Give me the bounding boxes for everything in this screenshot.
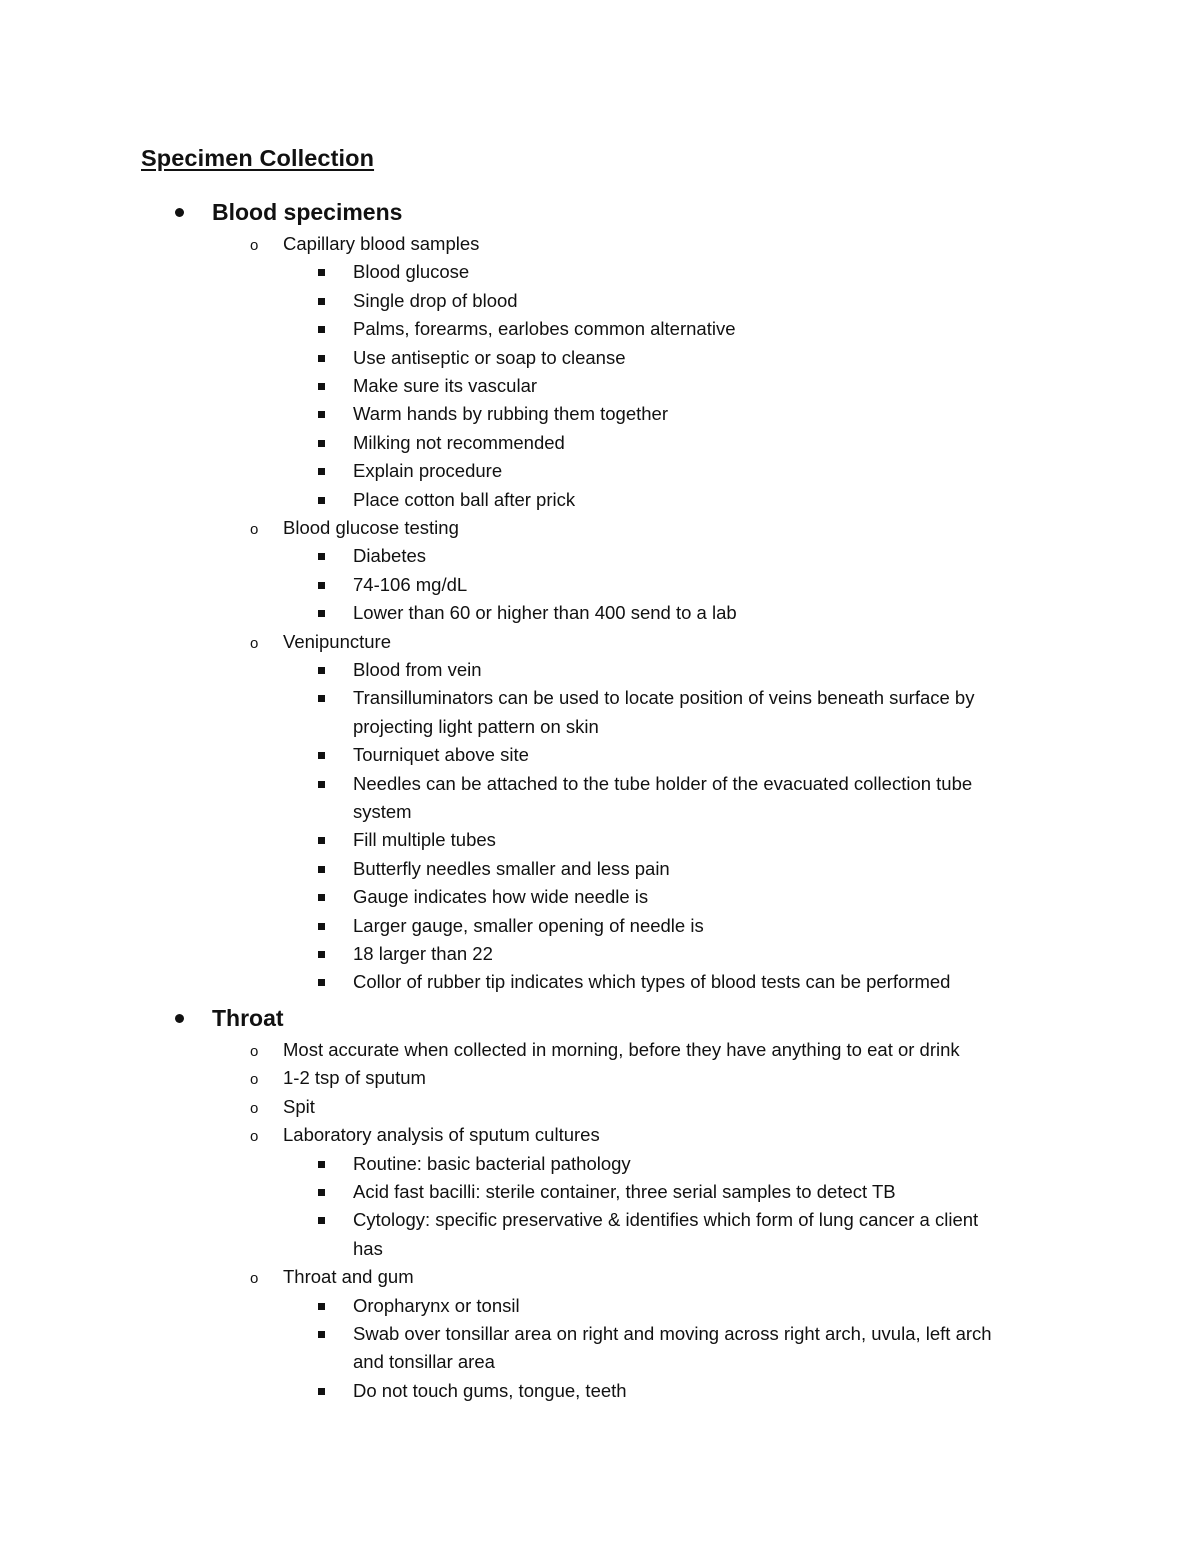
- item-text: Routine: basic bacterial pathology: [353, 1152, 631, 1174]
- item-text: Oropharynx or tonsil: [353, 1294, 520, 1316]
- bullet-circle-icon: o: [250, 521, 259, 538]
- item-text: Palms, forearms, earlobes common alternative: [353, 318, 736, 340]
- item-text: Explain procedure: [353, 460, 503, 482]
- item-text: Needles can be attached to the tube holder of the evacuated collection tube: [353, 772, 973, 794]
- bullet-square-icon: [318, 923, 325, 930]
- bullet-square-icon: [318, 752, 325, 759]
- item-text: Most accurate when collected in morning, before they have anything to eat or drink: [283, 1039, 960, 1060]
- item-text: has: [353, 1237, 383, 1259]
- item-text: 74-106 mg/dL: [353, 573, 468, 595]
- page-title: Specimen Collection: [141, 145, 375, 171]
- bullet-circle-icon: o: [250, 1071, 259, 1089]
- bullet-square-icon: [318, 1331, 325, 1338]
- item-text: Milking not recommended: [353, 431, 565, 453]
- item-text: Diabetes: [353, 545, 427, 567]
- item-text: Blood glucose: [353, 261, 470, 283]
- bullet-square-icon: [318, 468, 325, 475]
- bullet-disc-icon: [175, 208, 184, 217]
- item-text: Transilluminators can be used to locate position of veins beneath surface by: [353, 687, 975, 709]
- bullet-square-icon: [318, 553, 325, 560]
- bullet-square-icon: [318, 781, 325, 788]
- bullet-square-icon: [318, 667, 325, 674]
- bullet-circle-icon: o: [250, 1270, 259, 1288]
- item-text: Use antiseptic or soap to cleanse: [353, 346, 626, 368]
- item-text: Cytology: specific preservative & identifies which form of lung cancer a client: [353, 1209, 979, 1231]
- item-text: Warm hands by rubbing them together: [353, 403, 669, 425]
- bullet-square-icon: [318, 411, 325, 418]
- bullet-circle-icon: o: [250, 1128, 259, 1146]
- bullet-disc-icon: [175, 1014, 184, 1023]
- bullet-square-icon: [318, 269, 325, 276]
- item-text: Swab over tonsillar area on right and moving across right arch, uvula, left arch: [353, 1323, 992, 1344]
- item-text: 1-2 tsp of sputum: [283, 1067, 426, 1089]
- bullet-square-icon: [318, 582, 325, 589]
- item-text: Butterfly needles smaller and less pain: [353, 857, 670, 879]
- bullet-square-icon: [318, 951, 325, 958]
- item-text: Venipuncture: [283, 630, 392, 652]
- item-text: Acid fast bacilli: sterile container, three serial samples to detect TB: [353, 1181, 896, 1202]
- bullet-square-icon: [318, 326, 325, 333]
- item-text: system: [353, 800, 412, 822]
- item-text: Gauge indicates how wide needle is: [353, 886, 649, 908]
- item-text: Blood from vein: [353, 659, 482, 680]
- bullet-square-icon: [318, 837, 325, 844]
- item-text: Blood specimens: [212, 199, 403, 225]
- bullet-square-icon: [318, 497, 325, 504]
- bullet-square-icon: [318, 1217, 325, 1224]
- item-text: Lower than 60 or higher than 400 send to a lab: [353, 602, 737, 624]
- item-text: Make sure its vascular: [353, 375, 538, 396]
- item-text: Place cotton ball after prick: [353, 488, 576, 510]
- bullet-square-icon: [318, 1189, 325, 1196]
- bullet-square-icon: [318, 979, 325, 986]
- bullet-square-icon: [318, 695, 325, 702]
- bullet-circle-icon: o: [250, 1043, 259, 1060]
- bullet-square-icon: [318, 355, 325, 362]
- bullet-circle-icon: o: [250, 634, 259, 652]
- bullet-square-icon: [318, 1161, 325, 1168]
- item-text: Laboratory analysis of sputum cultures: [283, 1124, 600, 1146]
- item-text: Throat: [212, 1005, 284, 1031]
- bullet-circle-icon: o: [250, 1099, 259, 1117]
- item-text: 18 larger than 22: [353, 943, 493, 964]
- item-text: projecting light pattern on skin: [353, 715, 599, 737]
- bullet-square-icon: [318, 894, 325, 901]
- bullet-square-icon: [318, 1303, 325, 1310]
- item-text: Spit: [283, 1095, 315, 1117]
- bullet-square-icon: [318, 383, 325, 390]
- item-text: and tonsillar area: [353, 1351, 495, 1373]
- item-text: Fill multiple tubes: [353, 829, 496, 851]
- item-text: Collor of rubber tip indicates which types of blood tests can be performed: [353, 971, 951, 993]
- bullet-square-icon: [318, 298, 325, 305]
- bullet-square-icon: [318, 610, 325, 617]
- item-text: Do not touch gums, tongue, teeth: [353, 1379, 627, 1401]
- item-text: Capillary blood samples: [283, 233, 480, 254]
- item-text: Blood glucose testing: [283, 517, 459, 538]
- item-text: Single drop of blood: [353, 289, 518, 311]
- item-text: Throat and gum: [283, 1266, 414, 1288]
- item-text: Tourniquet above site: [353, 744, 529, 766]
- bullet-square-icon: [318, 866, 325, 873]
- bullet-circle-icon: o: [250, 237, 259, 254]
- item-text: Larger gauge, smaller opening of needle is: [353, 914, 704, 936]
- bullet-square-icon: [318, 1388, 325, 1395]
- bullet-square-icon: [318, 440, 325, 447]
